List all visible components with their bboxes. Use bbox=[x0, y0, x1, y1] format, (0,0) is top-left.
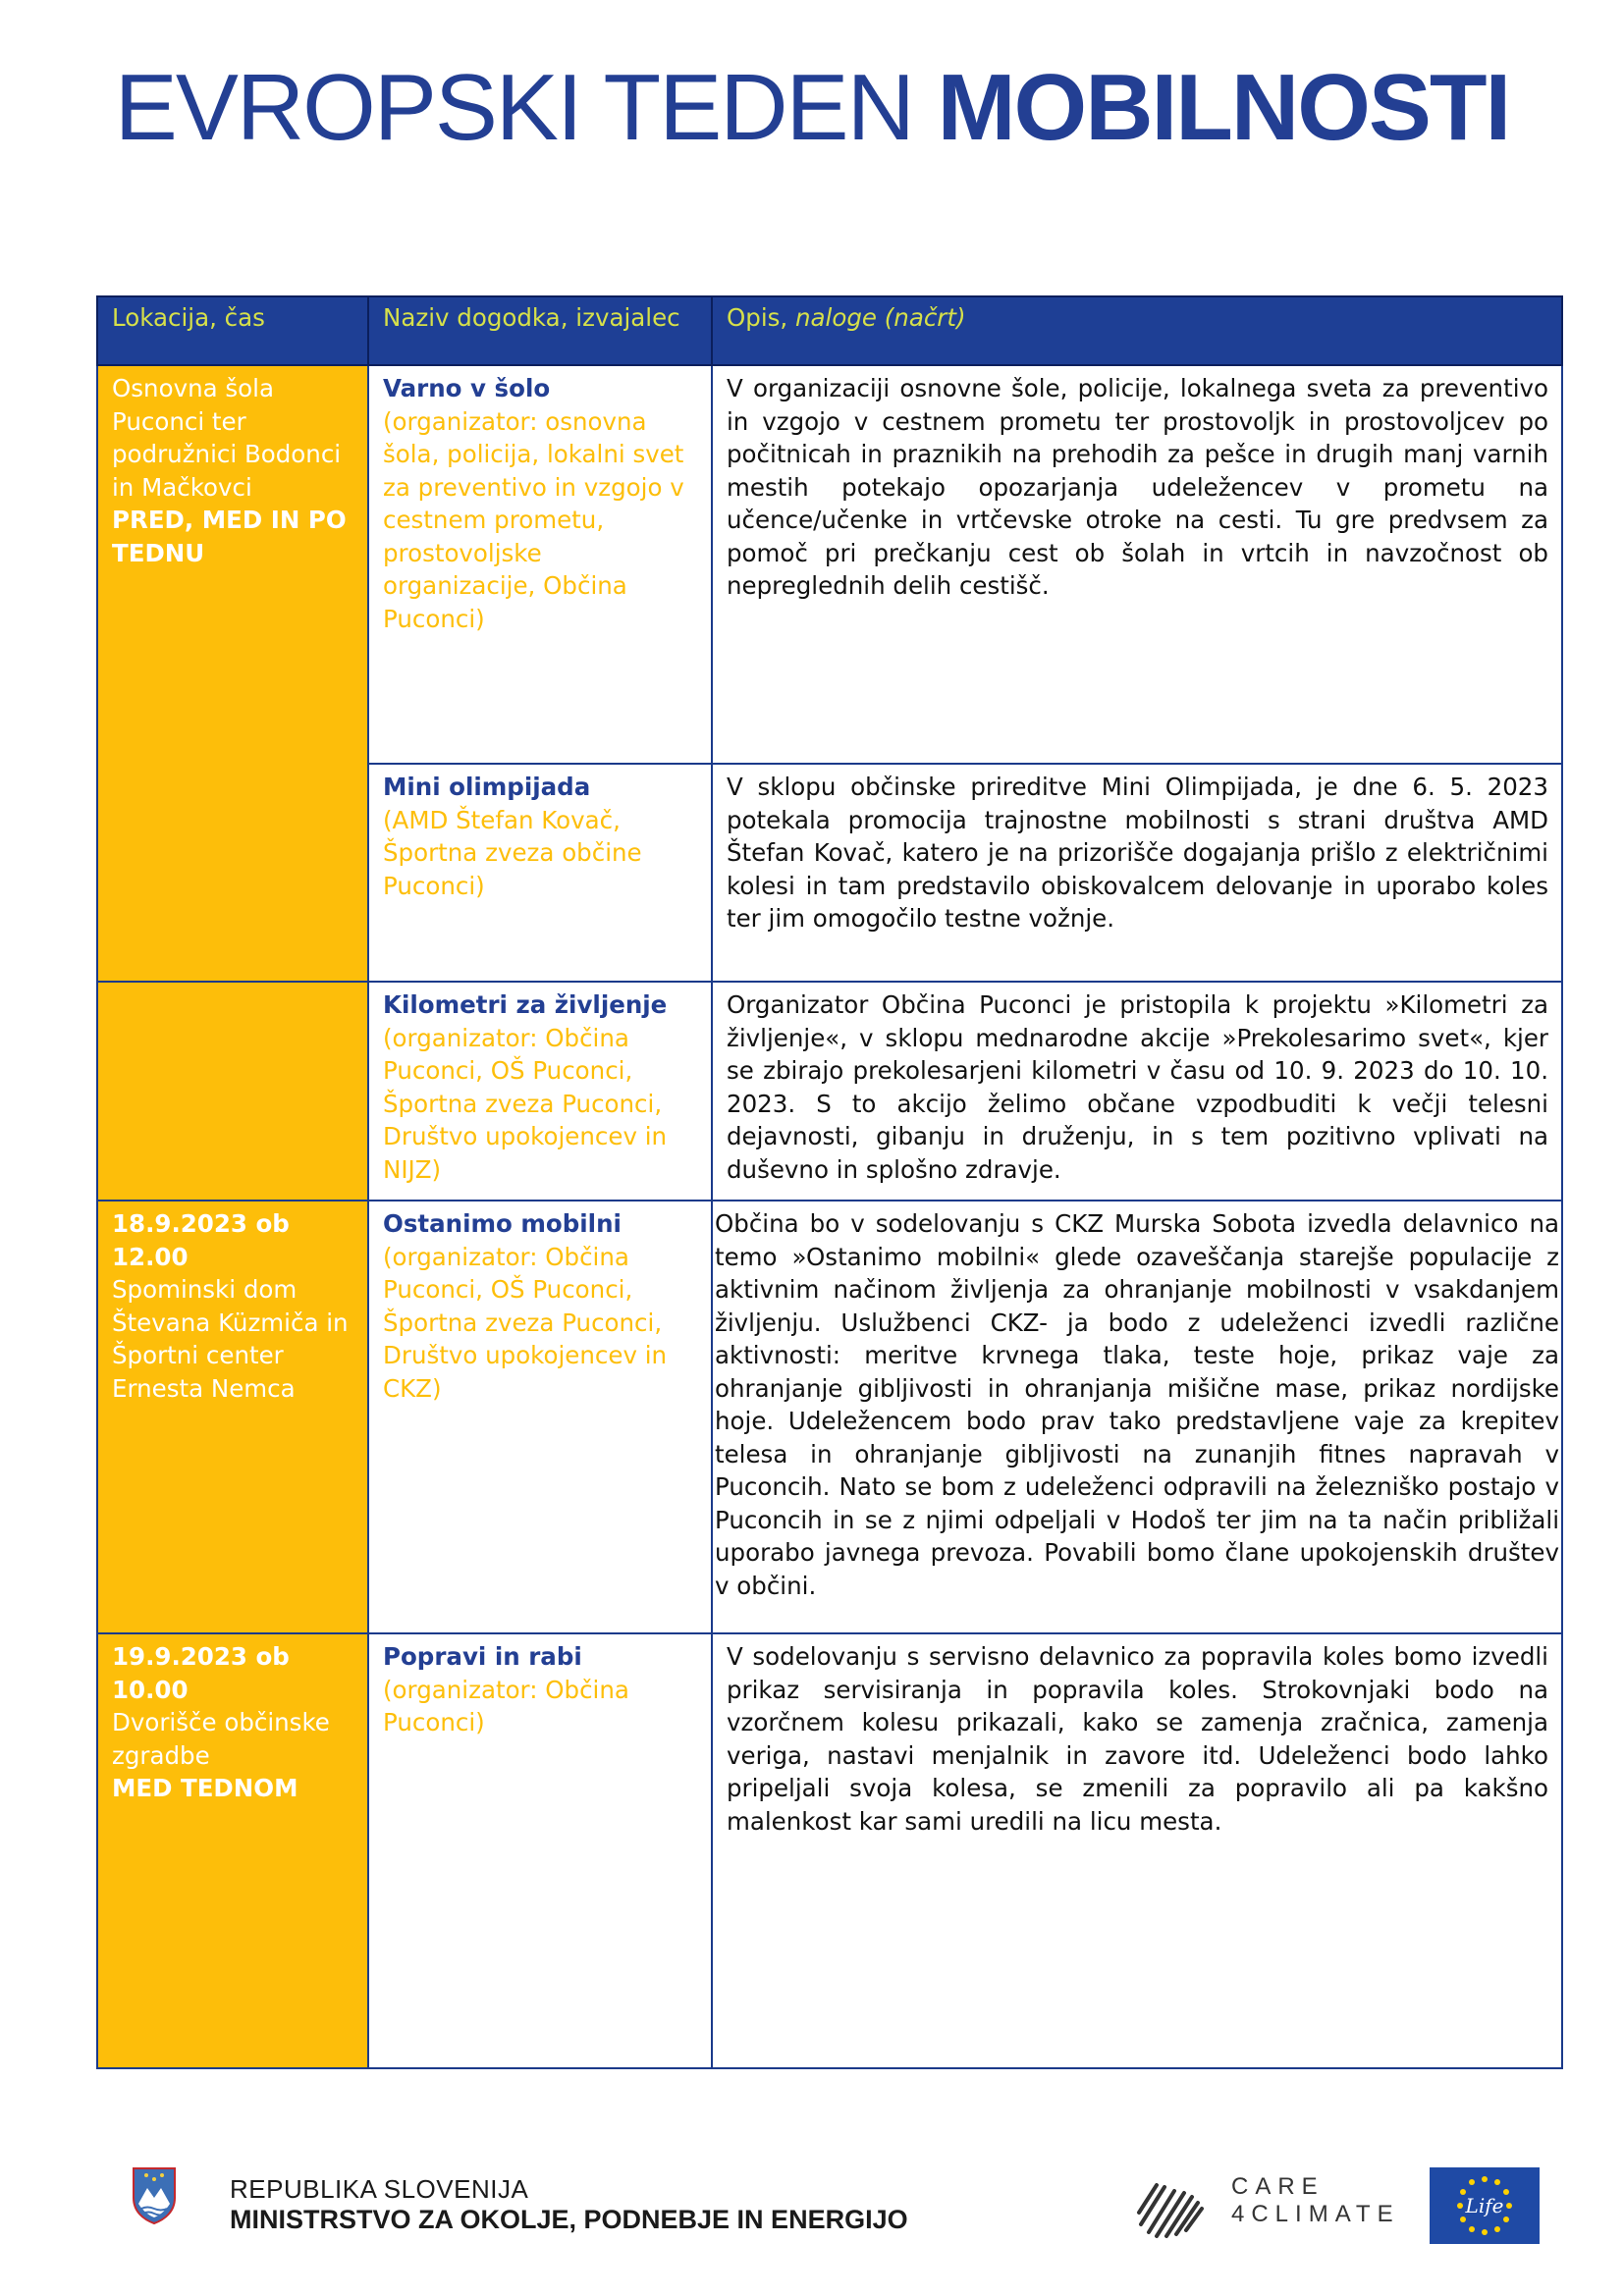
ministry-line-2: MINISTRSTVO ZA OKOLJE, PODNEBJE IN ENERGIJO bbox=[230, 2205, 908, 2234]
life-logo-text: Life bbox=[1465, 2194, 1504, 2217]
event-description: Organizator Občina Puconci je pristopila k projektu »Kilometri za življenje«, v sklopu mednarodne akcije »Prekolesarimo svet«, kjer se zbirajo prekolesarjeni kilometri v času od 10. 9. 2023 do 10. 10. 2023. S to akcijo želimo občane vzpodbuditi k večji telesni dejavnosti, gibanju in druženju, in s tem pozitivno vplivati na duševno in splošno zdravje. bbox=[712, 982, 1562, 1201]
event-cell bbox=[368, 1201, 712, 1633]
header-location: Lokacija, čas bbox=[97, 296, 368, 365]
event-name: Kilometri za življenje bbox=[383, 990, 668, 1019]
ministry-name bbox=[230, 2174, 908, 2235]
care4climate-line-1: CARE bbox=[1231, 2173, 1325, 2200]
fingerprint-icon bbox=[1135, 2173, 1210, 2242]
events-table bbox=[96, 295, 1563, 2069]
location-text: Dvorišče občinske zgradbe bbox=[112, 1708, 330, 1770]
page-title bbox=[0, 55, 1624, 160]
coat-of-arms-icon bbox=[130, 2164, 179, 2225]
table-row bbox=[97, 1633, 1562, 2068]
event-name: Varno v šolo bbox=[383, 374, 551, 402]
title-light: EVROPSKI TEDEN bbox=[114, 55, 938, 160]
ministry-line-1: REPUBLIKA SLOVENIJA bbox=[230, 2174, 529, 2204]
event-description: V sodelovanju s servisno delavnico za popravila koles bomo izvedli prikaz servisiranja in popravila koles. Strokovnjaki bodo na vzorčnem kolesu prikazali, kako se zamenja zračnica, zamenja veriga, nastavi menjalnik in zavore itd. Udeleženci bodo lahko pripeljali svoja kolesa, se zmenili za popravilo ali pa kakšno malenkost kar sami uredili na licu mesta. bbox=[712, 1633, 1562, 2068]
event-organizer: (organizator: osnovna šola, policija, lokalni svet za preventivo in vzgojo v cestnem prometu, prostovoljske organizacije, Občina Puconci) bbox=[383, 406, 684, 633]
location-text: Osnovna šola Puconci ter podružnici Bodonci in Mačkovci bbox=[112, 374, 342, 502]
header-description: Opis, naloge (načrt) bbox=[712, 296, 1562, 365]
title-bold: MOBILNOSTI bbox=[937, 55, 1510, 160]
event-description: V sklopu občinske prireditve Mini Olimpijada, je dne 6. 5. 2023 potekala promocija trajnostne mobilnosti s strani društva AMD Štefan Kovač, katero je na prizorišče dogajanja prišlo z električnimi kolesi in tam predstavilo obiskovalcem delovanje in uporabo koles ter jim omogočilo testne vožnje. bbox=[712, 764, 1562, 982]
location-when: MED TEDNOM bbox=[112, 1774, 298, 1802]
table-header-row bbox=[97, 296, 1562, 365]
header-event: Naziv dogodka, izvajalec bbox=[368, 296, 712, 365]
event-organizer: (organizator: Občina Puconci) bbox=[383, 1675, 629, 1736]
location-cell-popravi bbox=[97, 1633, 368, 2068]
event-cell bbox=[368, 764, 712, 982]
event-description: Občina bo v sodelovanju s CKZ Murska Sobota izvedla delavnico na temo »Ostanimo mobilni« glede ozaveščanja starejše populacije z aktivnim načinom življenja za ohranjanje mobilnosti v vsakdanjem življenju. Uslužbenci CKZ- ja bodo z udeleženci izvedli različne aktivnosti: meritve krvnega tlaka, teste hoje, prikaz vaje za ohranjanje gibljivosti in ohranjanja mišične mase, prikaz nordijske hoje. Udeležencem bodo prav tako predstavljene vaje za krepitev telesa in ohranjanje gibljivosti na zunanjih fitnes napravah v Puconcih. Nato se bom z udeleženci odpravili na železniško postajo v Puconcih in se z njimi odpeljali v Hodoš ter jim na ta način približali uporabo javnega prevoza. Povabili bomo člane upokojenskih društev v občini. bbox=[712, 1201, 1562, 1633]
event-organizer: (organizator: Občina Puconci, OŠ Puconci, Športna zveza Puconci, Društvo upokojencev in CKZ) bbox=[383, 1242, 668, 1403]
life-eu-logo bbox=[1430, 2167, 1540, 2244]
table-row bbox=[97, 1201, 1562, 1633]
event-cell bbox=[368, 982, 712, 1201]
location-cell-school bbox=[97, 365, 368, 982]
location-cell-ostanimo bbox=[97, 1201, 368, 1633]
eu-stars-icon bbox=[1430, 2167, 1540, 2244]
event-name: Mini olimpijada bbox=[383, 773, 591, 801]
location-cell-empty bbox=[97, 982, 368, 1201]
location-text: Spominski dom Števana Küzmiča in Športni center Ernesta Nemca bbox=[112, 1275, 349, 1403]
event-organizer: (AMD Štefan Kovač, Športna zveza občine Puconci) bbox=[383, 805, 642, 900]
table-row bbox=[97, 982, 1562, 1201]
location-when: PRED, MED IN PO TEDNU bbox=[112, 506, 347, 567]
location-date: 18.9.2023 ob 12.00 bbox=[112, 1209, 290, 1271]
event-name: Ostanimo mobilni bbox=[383, 1209, 622, 1238]
event-cell bbox=[368, 365, 712, 764]
event-cell bbox=[368, 1633, 712, 2068]
event-description: V organizaciji osnovne šole, policije, lokalnega sveta za preventivo in vzgojo v cestnem prometu ter prostovoljk in prostovoljcev po počitnicah in praznikih na prehodih za pešce in drugih manj varnih mestih potekajo opozarjanja udeležencev v prometu na učence/učenke in vrtčevske otroke na cesti. Tu gre predvsem za pomoč pri prečkanju cest ob šolah in vrtcih in navzočnost ob nepreglednih delih cestišč. bbox=[712, 365, 1562, 764]
table-row bbox=[97, 365, 1562, 764]
care4climate-line-2: 4CLIMATE bbox=[1231, 2201, 1400, 2227]
event-name: Popravi in rabi bbox=[383, 1642, 582, 1671]
event-organizer: (organizator: Občina Puconci, OŠ Puconci, Športna zveza Puconci, Društvo upokojencev in NIJZ) bbox=[383, 1023, 668, 1184]
location-date: 19.9.2023 ob 10.00 bbox=[112, 1642, 290, 1704]
